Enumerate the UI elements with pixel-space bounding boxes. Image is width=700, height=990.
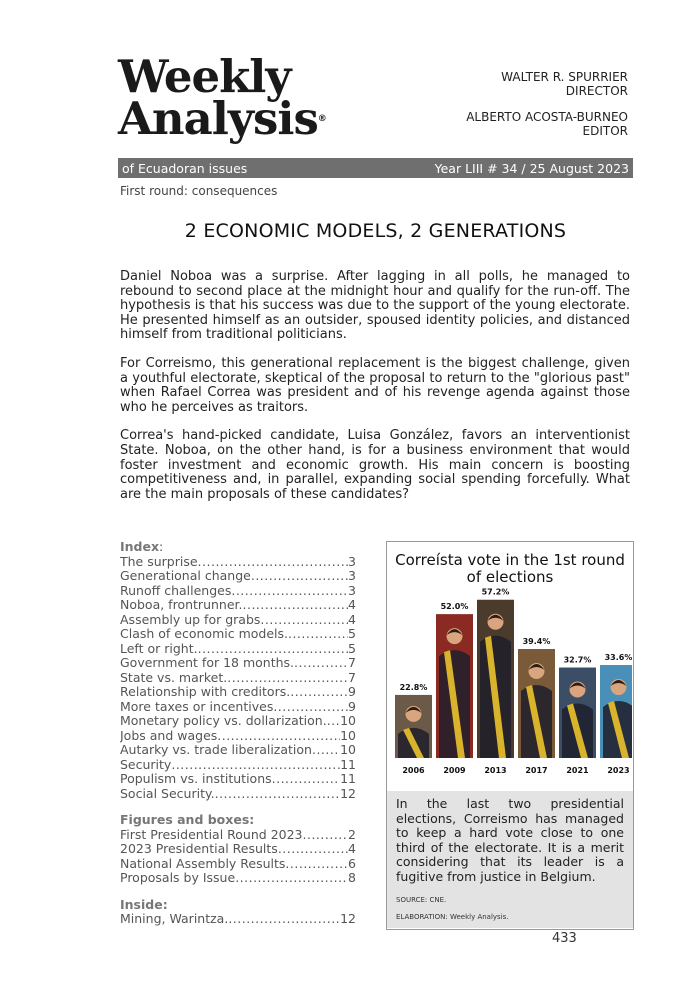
leader-dots [285,857,348,872]
index-entry [120,598,356,613]
figure-entry-page: 6 [348,856,356,871]
index-entry [120,656,356,671]
figure-entry [120,828,356,843]
figure-entry-title: National Assembly Results [120,856,286,871]
leader-dots [231,584,348,599]
figure-entry [120,842,356,857]
x-tick-2009: 2009 [443,766,466,775]
leader-dots [288,627,348,642]
index-entry-page: 3 [348,583,356,598]
registered-mark: ® [317,114,326,124]
data-label-2013: 57.2% [481,587,510,597]
index-entry-title: Relationship with creditors. [120,685,291,699]
bar-chart [387,542,632,787]
figure-entry-page: 2 [348,827,356,842]
x-tick-2021: 2021 [566,766,589,775]
index-entry [120,758,356,773]
chart-caption: In the last two presidential elections, Correismo has managed to keep a hard vote close to one third of the electorate. It is a merit considering that its leader is a fugitive from justice in Belgium. [396,796,624,884]
index-entry [120,772,356,787]
bar-2006 [395,695,432,758]
leader-dots [235,871,348,886]
masthead-staff [466,70,628,138]
index-entry-title: Clash of economic models. [120,627,288,641]
leader-dots [294,656,348,671]
leader-dots [303,828,349,843]
figure-entry-page: 4 [348,842,356,856]
index-entry-title: Noboa, frontrunner. [120,598,243,612]
leader-dots [228,912,340,927]
index-entry-title: Assembly up for grabs [120,612,261,627]
paragraph-1: Daniel Noboa was a surprise. After lagging in all polls, he managed to rebound to second place at the midnight hour and qualify for the run-off. The hypothesis is that his success was due to the support of the young electorate. He presented himself as an outsider, spoused identity policies, and distanced himself from traditional politicians. [120,269,630,343]
index-entry-title: Jobs and wages [120,728,218,743]
index-entry [120,700,356,715]
leader-dots [171,758,340,773]
figure-entry-title: Proposals by Issue [120,871,236,885]
x-tick-2023: 2023 [607,766,630,775]
index-entry [120,787,356,802]
leader-dots [260,613,348,628]
masthead-band [118,158,633,178]
chart-title: Correísta vote in the 1st round of elections [395,551,625,586]
chart-box [386,541,634,930]
index-entry-title: The surprise [120,554,198,569]
bar-2023 [600,665,632,758]
leader-dots [217,729,340,744]
figure-entry-page: 8 [348,871,356,885]
logo-line-weekly: Weekly [118,50,291,103]
editor-name: ALBERTO ACOSTA-BURNEO [466,110,628,124]
index-entry [120,555,356,570]
leader-dots [327,714,340,729]
index-entry [120,627,356,642]
index-entry-title: Autarky vs. trade liberalization [120,743,312,757]
x-tick-2017: 2017 [525,766,548,775]
index-heading: Index: [120,539,164,554]
index-entry-page: 10 [340,714,356,728]
figure-entry-title: 2023 Presidential Results [120,842,278,856]
index-entry-title: Government for 18 months. [120,656,295,670]
leader-dots [198,555,349,570]
index-entry [120,729,356,744]
index-entry-title: Populism vs. institutions [120,772,272,786]
index-list [120,555,356,802]
figure-entry-title: First Presidential Round 2023 [120,827,303,842]
index-entry-title: Left or right. [120,641,198,656]
index-entry [120,714,356,729]
figure-entry [120,857,356,872]
director-name: WALTER R. SPURRIER [501,70,628,84]
issue-info: Year LIII # 34 / 25 August 2023 [434,160,629,176]
index-entry-title: Security [120,757,172,772]
article-body [120,270,630,516]
index-entry-title: Runoff challenges [120,583,232,598]
inside-heading: Inside: [120,896,168,912]
index-entry-page: 12 [340,786,356,801]
x-tick-2006: 2006 [402,766,425,775]
article-headline: 2 ECONOMIC MODELS, 2 GENERATIONS [184,220,567,242]
index-entry-page: 10 [340,728,356,743]
logo-word-analysis: Analysis [118,92,318,145]
index-entry-page: 5 [348,641,356,656]
leader-dots [198,642,348,657]
index-entry-page: 9 [348,699,356,714]
data-label-2006: 22.8% [399,682,428,692]
logo-line-analysis [118,92,370,145]
paragraph-3: Correa's hand-picked candidate, Luisa González, favors an interventionist State. Noboa, on the other hand, is for a business environment that would foster investment and economic growth. His main concern is boosting competitiveness and, in parallel, expanding social spending forcefully. What are the main proposals of these candidates? [120,428,630,502]
index-entry-page: 7 [348,656,356,670]
data-label-2021: 32.7% [563,655,592,665]
figures-list [120,828,356,886]
leader-dots [312,743,340,758]
inside-entry-page: 12 [340,912,356,926]
inside-entry-title: Mining, Warintza. [120,912,229,926]
data-label-2017: 39.4% [522,636,551,646]
index-entry-page: 3 [348,554,356,569]
index-entry-page: 7 [348,670,356,685]
bar-2017 [518,649,555,758]
figure-entry [120,871,356,886]
index-entry-title: More taxes or incentives [120,699,274,714]
index-entry-page: 5 [348,627,356,641]
leader-dots [251,569,348,584]
publication-subtitle: of Ecuadoran issues [122,160,248,176]
data-label-2023: 33.6% [604,653,632,663]
index-entry-page: 11 [340,772,356,786]
index-entry-page: 4 [348,612,356,627]
index-entry-title: State vs. market. [120,670,228,685]
bar-2021 [559,668,596,758]
index-entry-title: Social Security. [120,786,215,801]
bar-2009 [436,614,473,758]
index-entry [120,569,356,584]
logo [118,50,370,145]
index-entry-page: 4 [348,598,356,612]
x-tick-2013: 2013 [484,766,507,775]
index-entry-title: Generational change [120,569,251,583]
index-entry [120,685,356,700]
index-entry [120,642,356,657]
index-entry [120,584,356,599]
leader-dots [273,700,348,715]
index-entry-page: 9 [348,685,356,699]
article-kicker: First round: consequences [120,184,278,198]
leader-dots [215,787,341,802]
index-entry [120,743,356,758]
leader-dots [272,772,340,787]
editor-role: EDITOR [582,124,628,138]
inside-list [120,912,356,927]
chart-source: SOURCE: CNE. [396,896,447,904]
chart-elaboration: ELABORATION: Weekly Analysis. [396,913,509,921]
index-entry [120,671,356,686]
page-number: 433 [552,931,577,946]
leader-dots [227,671,348,686]
bar-2013 [477,600,514,758]
leader-dots [278,842,348,857]
chart-caption-panel [387,791,633,928]
paragraph-2: For Correismo, this generational replacement is the biggest challenge, given a youthful electorate, skeptical of the proposal to return to the "glorious past" when Rafael Correa was president and of his revenge agenda against those who he perceives as traitors. [120,355,630,415]
leader-dots [290,685,348,700]
index-entry-page: 10 [340,743,356,757]
index-entry-title: Monetary policy vs. dollarization. [120,714,327,728]
director-role: DIRECTOR [565,84,628,98]
inside-entry [120,912,356,927]
figures-heading: Figures and boxes: [120,812,255,827]
data-label-2009: 52.0% [440,602,469,612]
index-entry-page: 11 [340,757,356,772]
index-entry-page: 3 [348,569,356,583]
leader-dots [243,598,349,613]
index-panel [120,540,356,927]
index-entry [120,613,356,628]
